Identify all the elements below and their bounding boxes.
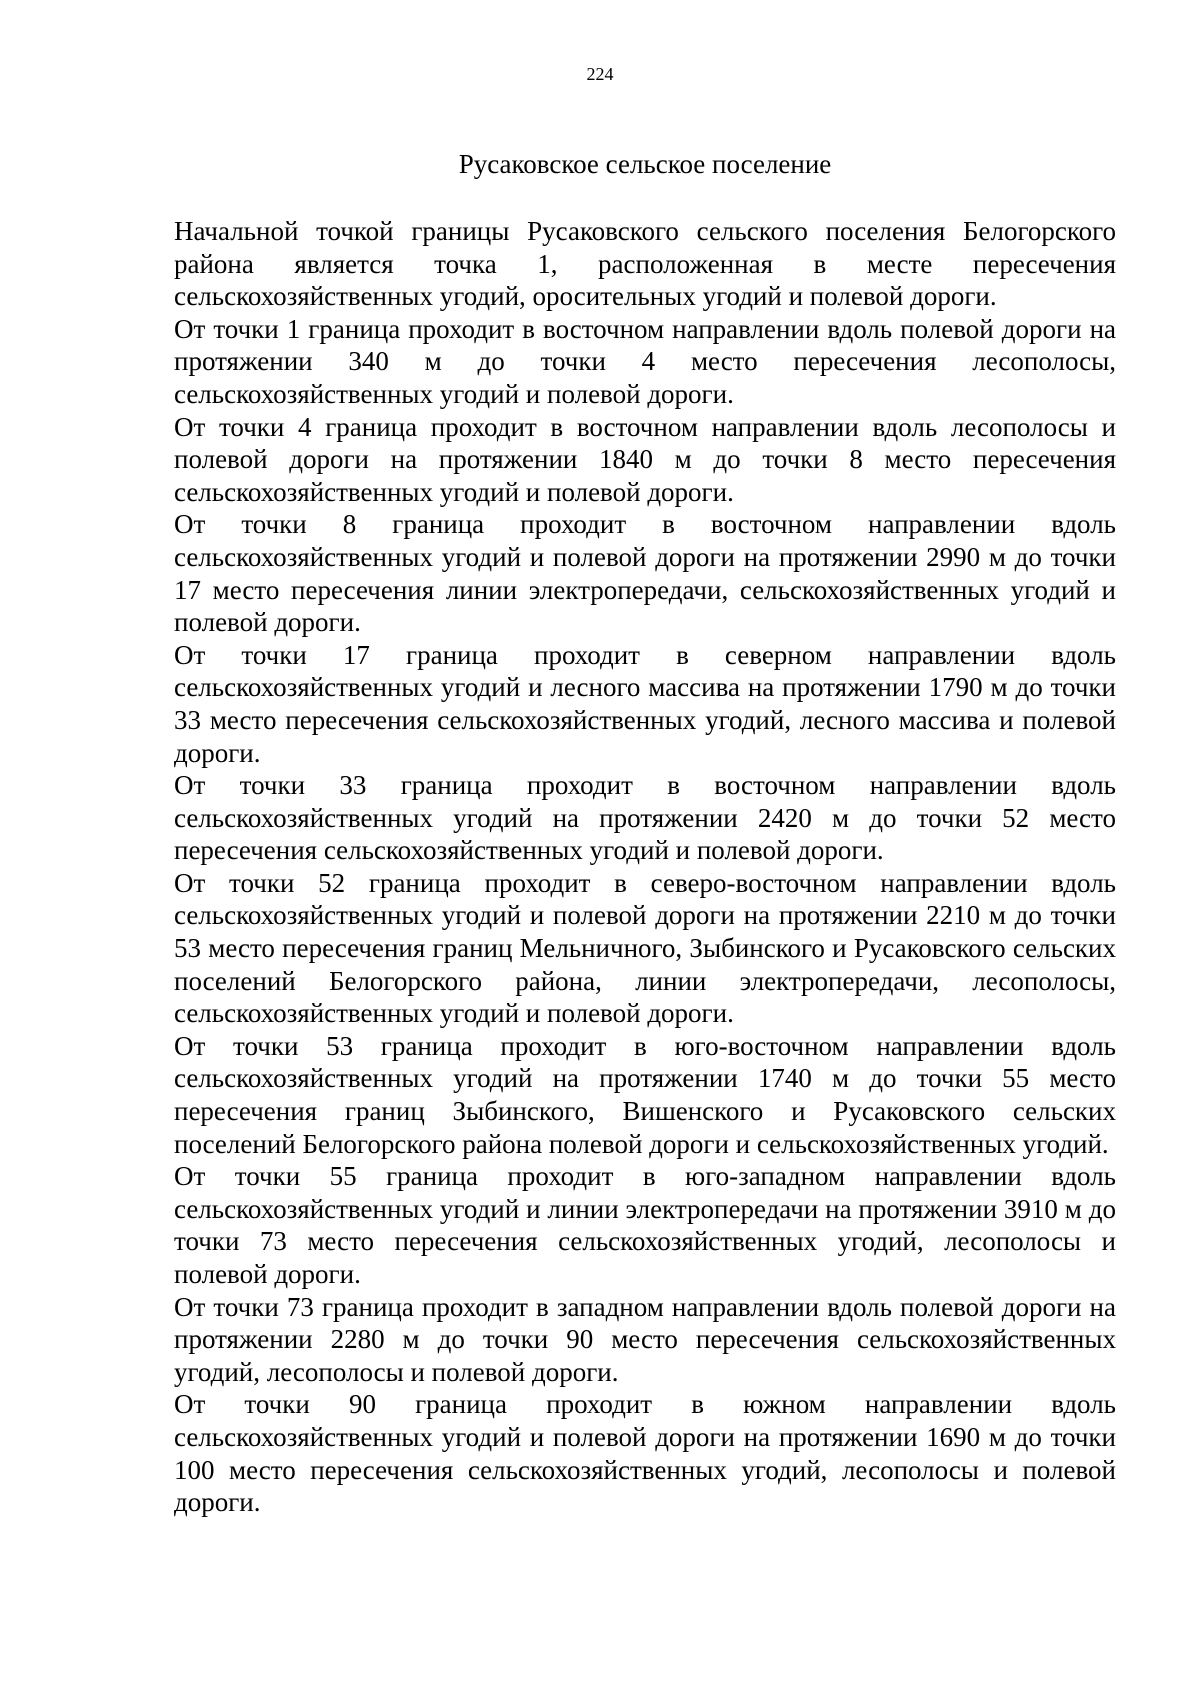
paragraph-8: От точки 53 граница проходит в юго-восточном направлении вдоль сельскохозяйственных угодий на протяжении 1740 м до точки 55 место пересечения границ Зыбинского, Вишенского и Русаковского сельских поселений Белогорского района полевой дороги и сельскохозяйственных угодий. <box>174 1030 1116 1159</box>
paragraph-3: От точки 4 граница проходит в восточном направлении вдоль лесополосы и полевой дороги на протяжении 1840 м до точки 8 место пересечения сельскохозяйственных угодий и полевой дороги. <box>174 411 1116 507</box>
page-number: 224 <box>586 64 614 84</box>
paragraph-10: От точки 73 граница проходит в западном направлении вдоль полевой дороги на протяжении 2280 м до точки 90 место пересечения сельскохозяйственных угодий, лесополосы и полевой дороги. <box>174 1291 1116 1387</box>
paragraph-9: От точки 55 граница проходит в юго-западном направлении вдоль сельскохозяйственных угодий и линии электропередачи на протяжении 3910 м до точки 73 место пересечения сельскохозяйственных угодий, лесополосы и полевой дороги. <box>174 1161 1116 1289</box>
paragraph-7: От точки 52 граница проходит в северо-восточном направлении вдоль сельскохозяйственных угодий и полевой дороги на протяжении 2210 м до точки 53 место пересечения границ Мельничного, Зыбинского и Русаковского сельских поселений Белогорского района, линии электропередачи, лесополосы, сельскохозяйственных угодий и полевой дороги. <box>174 867 1116 1029</box>
document-body <box>174 215 1116 1519</box>
paragraph-4: От точки 8 граница проходит в восточном направлении вдоль сельскохозяйственных угодий и полевой дороги на протяжении 2990 м до точки 17 место пересечения линии электропередачи, сельскохозяйственных угодий и полевой дороги. <box>174 509 1116 638</box>
paragraph-6: От точки 33 граница проходит в восточном направлении вдоль сельскохозяйственных угодий на протяжении 2420 м до точки 52 место пересечения сельскохозяйственных угодий и полевой дороги. <box>174 770 1116 866</box>
paragraph-11: От точки 90 граница проходит в южном направлении вдоль сельскохозяйственных угодий и полевой дороги на протяжении 1690 м до точки 100 место пересечения сельскохозяйственных угодий, лесополосы и полевой дороги. <box>174 1389 1116 1518</box>
paragraph-5: От точки 17 граница проходит в северном направлении вдоль сельскохозяйственных угодий и лесного массива на протяжении 1790 м до точки 33 место пересечения сельскохозяйственных угодий, лесного массива и полевой дороги. <box>174 639 1116 768</box>
paragraph-2: От точки 1 граница проходит в восточном направлении вдоль полевой дороги на протяжении 340 м до точки 4 место пересечения лесополосы, сельскохозяйственных угодий и полевой дороги. <box>174 313 1116 409</box>
paragraph-1: Начальной точкой границы Русаковского сельского поселения Белогорского района является точка 1, расположенная в месте пересечения сельскохозяйственных угодий, оросительных угодий и полевой дороги. <box>174 216 1116 312</box>
section-title: Русаковское сельское поселение <box>458 149 832 179</box>
